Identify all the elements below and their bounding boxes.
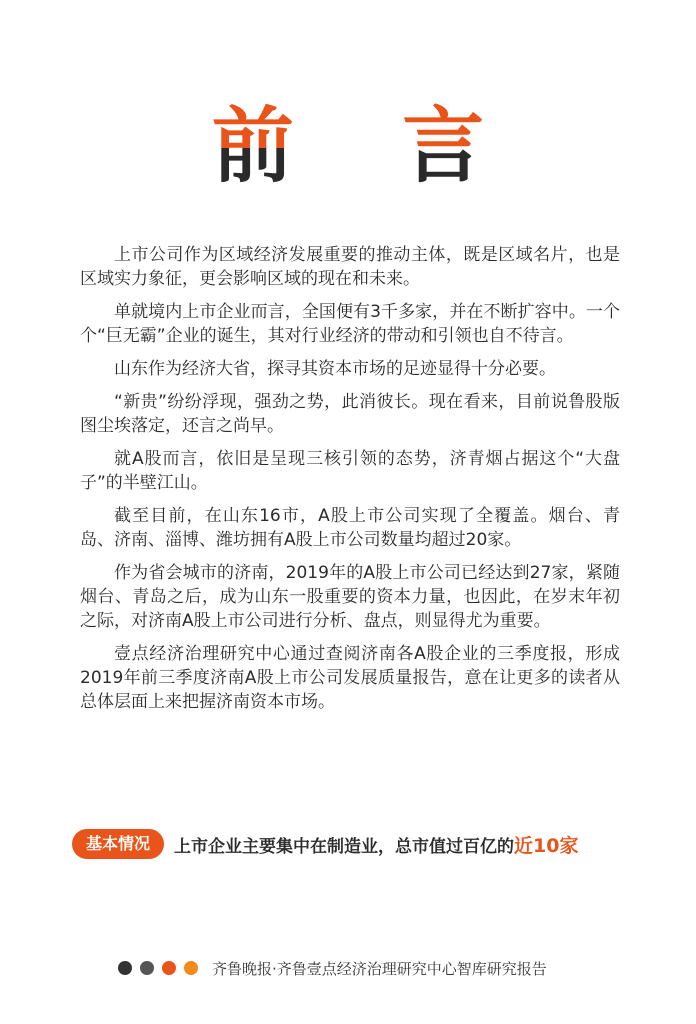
basic-situation-headline [174, 831, 578, 858]
intro-text [80, 243, 620, 723]
paragraph: 作为省会城市的济南，2019年的A股上市公司已经达到27家，紧随烟台、青岛之后，成为山东一股重要的资本力量，也因此，在岁末年初之际，对济南A股上市公司进行分析、盘点，则显得尤为重要。 [80, 563, 620, 631]
basic-situation-tag: 基本情况 [72, 829, 164, 859]
paragraph: 就A股而言，依旧是呈现三核引领的态势，济青烟占据这个“大盘子”的半壁江山。 [80, 449, 620, 493]
basic-situation-row [72, 828, 578, 860]
dot-icon [162, 961, 176, 975]
dot-icon [140, 961, 154, 975]
headline-highlight: 近10家 [514, 834, 579, 857]
dot-icon [184, 961, 198, 975]
paragraph: 壹点经济治理研究中心通过查阅济南各A股企业的三季度报，形成2019年前三季度济南A股上市公司发展质量报告，意在让更多的读者从总体层面上来把握济南资本市场。 [80, 644, 620, 712]
footer-source: 齐鲁晚报·齐鲁壹点经济治理研究中心智库研究报告 [212, 959, 547, 978]
page-title: 前 言 [0, 100, 696, 192]
dot-icon [118, 961, 132, 975]
paragraph: 上市公司作为区域经济发展重要的推动主体，既是区域名片，也是区域实力象征，更会影响区域的现在和未来。 [80, 245, 620, 289]
paragraph: 山东作为经济大省，探寻其资本市场的足迹显得十分必要。 [114, 359, 556, 379]
paragraph: 截至目前，在山东16市，A股上市公司实现了全覆盖。烟台、青岛、济南、淄博、潍坊拥有A股上市公司数量均超过20家。 [80, 506, 620, 550]
paragraph: 单就境内上市企业而言，全国便有3千多家，并在不断扩容中。一个个“巨无霸”企业的诞生，其对行业经济的带动和引领也自不待言。 [80, 302, 620, 346]
headline-text: 上市企业主要集中在制造业，总市值过百亿的 [174, 836, 515, 857]
footer [118, 958, 547, 978]
paragraph: “新贵”纷纷浮现，强劲之势，此消彼长。现在看来，目前说鲁股版图尘埃落定，还言之尚早。 [80, 392, 620, 436]
